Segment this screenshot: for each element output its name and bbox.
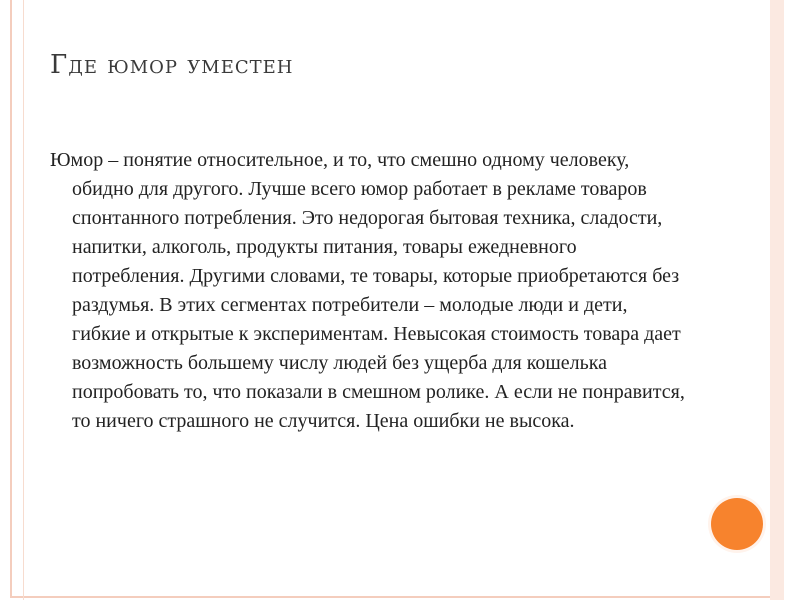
decorative-right-stripe bbox=[770, 0, 784, 600]
slide-body bbox=[50, 146, 690, 436]
body-paragraph: Юмор – понятие относительное, и то, что смешно одному человеку, обидно для другого. Лучше всего юмор работает в рекламе товаров спонтанного потребления. Это недорогая бытовая техника, сладости, напитки, алкоголь, продукты питания, товары ежедневного потребления. Другими словами, те товары, которые приобретаются без раздумья. В этих сегментах потребители – молодые люди и дети, гибкие и открытые к экспериментам. Невысокая стоимость товара дает возможность большему числу людей без ущерба для кошелька попробовать то, что показали в смешном ролике. А если не понравится, то ничего страшного не случится. Цена ошибки не высока. bbox=[50, 149, 685, 432]
accent-circle-decoration bbox=[711, 498, 763, 550]
slide-title: Где юмор уместен bbox=[50, 50, 294, 80]
